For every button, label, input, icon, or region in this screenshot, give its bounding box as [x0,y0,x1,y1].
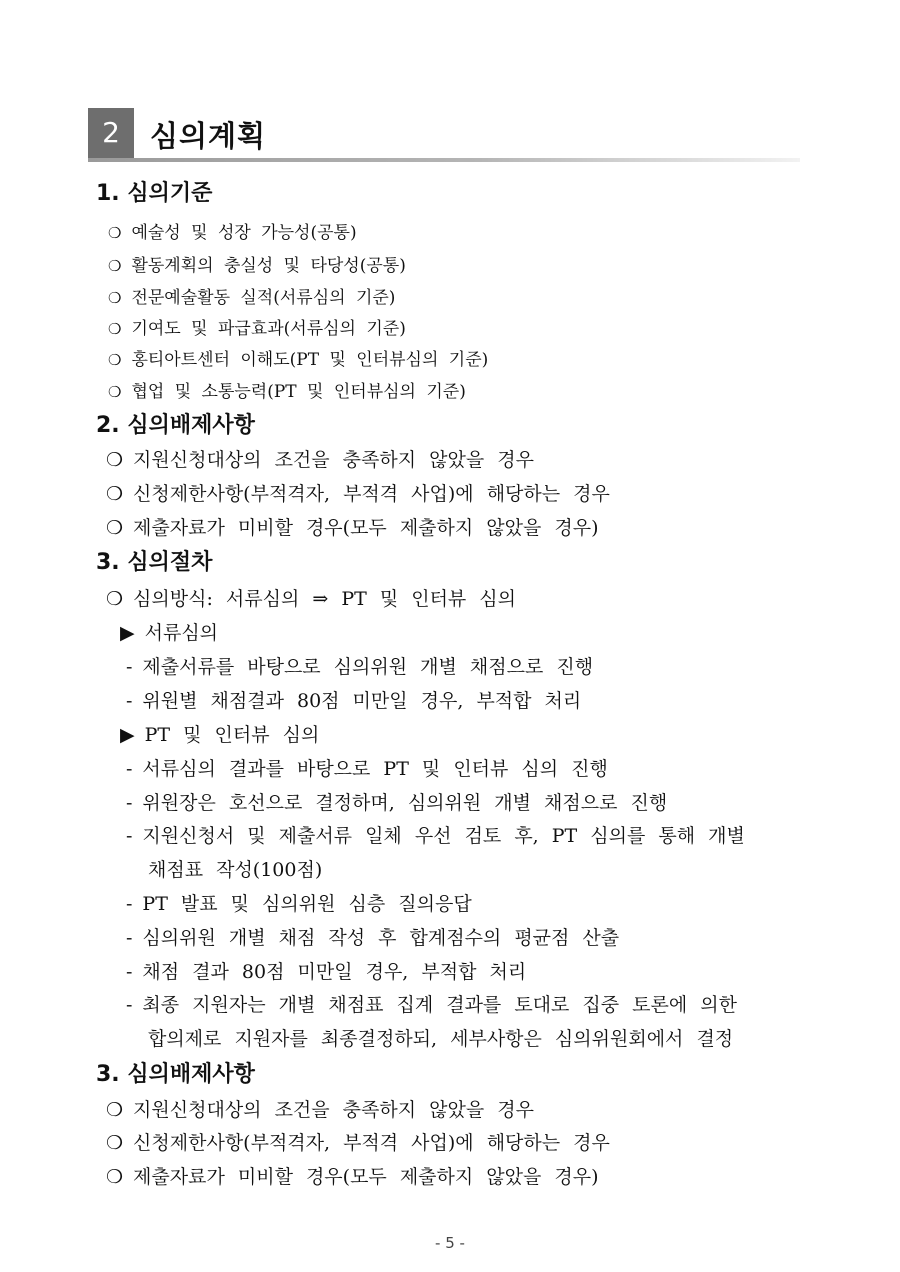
pt-review-item: - 심의위원 개별 채점 작성 후 합계점수의 평균점 산출 [126,927,620,949]
bullet-icon: ❍ [106,483,124,505]
dash-marker: - [126,656,133,678]
pt-review-item: - 위원장은 호선으로 결정하며, 심의위원 개별 채점으로 진행 [126,792,668,814]
section-heading-procedure: 3. 심의절차 [96,550,213,575]
pt-review-item: - 지원신청서 및 제출서류 일체 우선 검토 후, PT 심의를 통해 개별 [126,825,745,847]
exclusion-item: ❍ 제출자료가 미비할 경우(모두 제출하지 않았을 경우) [106,1166,599,1188]
chapter-divider [88,158,800,162]
doc-review-item: - 위원별 채점결과 80점 미만일 경우, 부적합 처리 [126,690,582,712]
pt-review-item: - PT 발표 및 심의위원 심층 질의응답 [126,893,472,915]
pt-review-title: ▶ PT 및 인터뷰 심의 [120,724,320,746]
exclusion-item: ❍ 지원신청대상의 조건을 충족하지 않았을 경우 [106,1099,534,1121]
pt-review-item-continuation: 합의제로 지원자를 최종결정하되, 세부사항은 심의위원회에서 결정 [148,1028,734,1050]
chapter-number-badge: 2 [88,108,134,158]
dash-marker: - [126,994,133,1016]
bullet-icon: ❍ [108,257,122,275]
doc-review-title: ▶ 서류심의 [120,622,219,644]
bullet-icon: ❍ [106,449,124,471]
section-heading-exclusion: 2. 심의배제사항 [96,413,255,438]
exclusion-item: ❍ 신청제한사항(부적격자, 부적격 사업)에 해당하는 경우 [106,1132,610,1154]
exclusion-item: ❍ 지원신청대상의 조건을 충족하지 않았을 경우 [106,449,534,471]
criteria-item: ❍ 예술성 및 성장 가능성(공통) [108,223,357,243]
dash-marker: - [126,690,133,712]
criteria-item: ❍ 홍티아트센터 이해도(PT 및 인터뷰심의 기준) [108,350,489,370]
bullet-icon: ❍ [106,588,124,610]
triangle-icon: ▶ [120,724,135,746]
bullet-icon: ❍ [108,289,122,307]
section-heading-exclusion-repeat: 3. 심의배제사항 [96,1062,255,1087]
section-heading-criteria: 1. 심의기준 [96,181,213,206]
doc-review-item: - 제출서류를 바탕으로 심의위원 개별 채점으로 진행 [126,656,594,678]
criteria-item: ❍ 전문예술활동 실적(서류심의 기준) [108,288,396,308]
bullet-icon: ❍ [108,224,122,242]
exclusion-item: ❍ 제출자료가 미비할 경우(모두 제출하지 않았을 경우) [106,517,599,539]
bullet-icon: ❍ [106,1166,124,1188]
dash-marker: - [126,792,133,814]
bullet-icon: ❍ [106,1099,124,1121]
dash-marker: - [126,961,133,983]
pt-review-item-continuation: 채점표 작성(100점) [148,859,323,881]
dash-marker: - [126,825,133,847]
pt-review-item: - 최종 지원자는 개별 채점표 집계 결과를 토대로 집중 토론에 의한 [126,994,737,1016]
criteria-item: ❍ 활동계획의 충실성 및 타당성(공통) [108,256,406,276]
bullet-icon: ❍ [108,383,122,401]
criteria-item: ❍ 협업 및 소통능력(PT 및 인터뷰심의 기준) [108,382,466,402]
pt-review-item: - 채점 결과 80점 미만일 경우, 부적합 처리 [126,961,527,983]
page-number: - 5 - [435,1234,465,1252]
chapter-header [88,108,800,164]
pt-review-item: - 서류심의 결과를 바탕으로 PT 및 인터뷰 심의 진행 [126,758,608,780]
bullet-icon: ❍ [106,1132,124,1154]
exclusion-item: ❍ 신청제한사항(부적격자, 부적격 사업)에 해당하는 경우 [106,483,610,505]
dash-marker: - [126,758,133,780]
criteria-item: ❍ 기여도 및 파급효과(서류심의 기준) [108,319,406,339]
bullet-icon: ❍ [106,517,124,539]
triangle-icon: ▶ [120,622,135,644]
dash-marker: - [126,927,133,949]
bullet-icon: ❍ [108,320,122,338]
dash-marker: - [126,893,133,915]
bullet-icon: ❍ [108,351,122,369]
procedure-method: ❍ 심의방식: 서류심의 ⇒ PT 및 인터뷰 심의 [106,588,517,610]
chapter-title: 심의계획 [150,119,267,153]
